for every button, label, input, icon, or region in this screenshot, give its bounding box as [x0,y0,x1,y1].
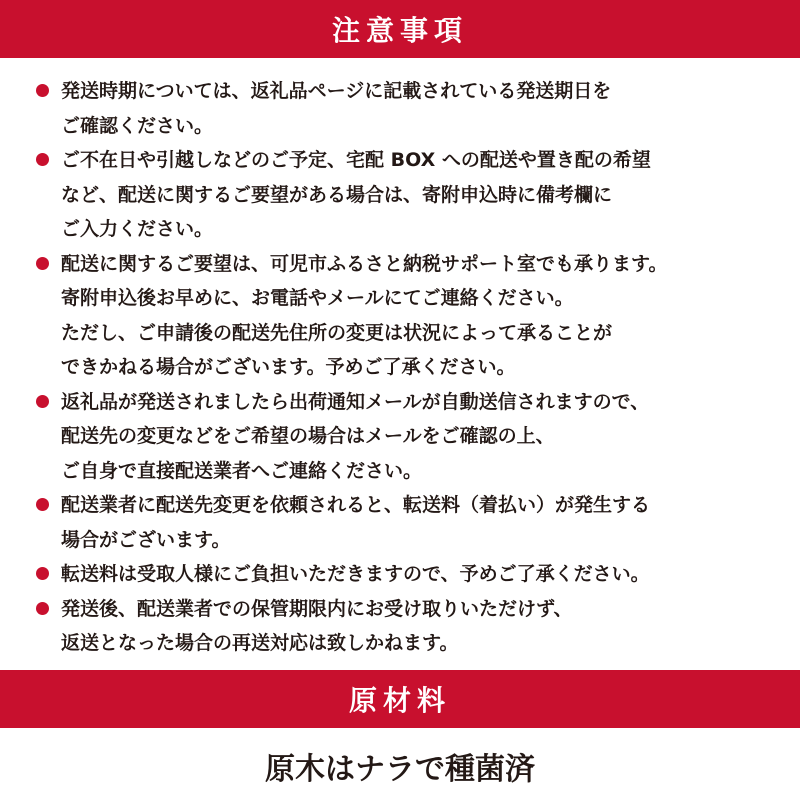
notice-item-1 [36,74,776,143]
bullet-icon [36,567,49,580]
notice-line: 返送となった場合の再送対応は致しかねます。 [61,632,459,654]
bullet-icon [36,84,49,97]
notice-item-2 [36,143,776,247]
materials-text: 原木はナラで種菌済 [265,752,535,787]
notice-line: できかねる場合がございます。予めご了承ください。 [61,356,516,378]
notice-line: など、配送に関するご要望がある場合は、寄附申込時に備考欄に [61,183,613,206]
notice-line: ただし、ご申請後の配送先住所の変更は状況によって承ることが [61,321,613,344]
notice-line: ご確認ください。 [61,114,214,137]
notice-line: 発送時期については、返礼品ページに記載されている発送期日を [61,80,612,102]
notice-line: 配送に関するご要望は、可児市ふるさと納税サポート室でも承ります。 [61,252,668,275]
notice-item-3 [36,247,776,385]
notice-line: 転送料は受取人様にご負担いただきますので、予めご了承ください。 [61,563,650,585]
bullet-icon [36,153,49,166]
notice-item-7 [36,592,776,661]
notice-line: ご不在日や引越しなどのご予定、宅配 BOX への配送や置き配の希望 [61,149,651,171]
notice-title: 注意事項 [331,14,468,47]
bullet-icon [36,602,49,615]
notice-line: 寄附申込後お早めに、お電話やメールにてご連絡ください。 [61,287,574,309]
materials-title: 原材料 [348,684,451,717]
notice-header [0,0,800,58]
notice-list [36,74,776,661]
bullet-icon [36,257,49,270]
notice-line: ご入力ください。 [61,218,214,240]
materials-header [0,670,800,728]
notice-line: 配送業者に配送先変更を依頼されると、転送料（着払い）が発生する [61,494,651,516]
bullet-icon [36,498,49,511]
notice-item-4 [36,385,776,489]
bullet-icon [36,395,49,408]
notice-line: 配送先の変更などをご希望の場合はメールをご確認の上、 [61,425,555,447]
notice-line: 返礼品が発送されましたら出荷通知メールが自動送信されますので、 [61,390,650,413]
notice-line: ご自身で直接配送業者へご連絡ください。 [61,459,423,482]
notice-line: 発送後、配送業者での保管期限内にお受け取りいただけず、 [61,597,573,620]
notice-item-6 [36,557,776,592]
notice-line: 場合がございます。 [61,528,231,551]
notice-item-5 [36,488,776,557]
